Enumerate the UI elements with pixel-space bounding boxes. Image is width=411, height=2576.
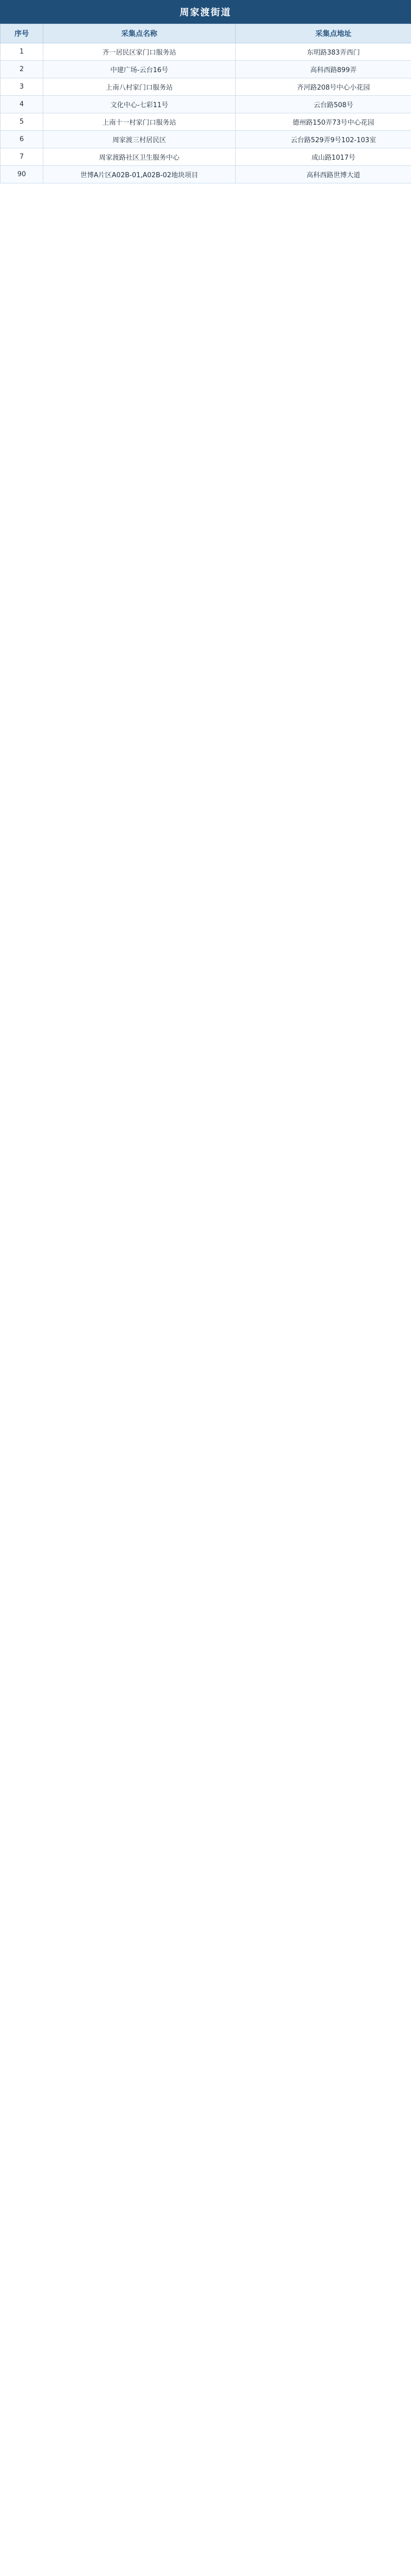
cell-name: 文化中心-七彩11号	[43, 96, 236, 113]
cell-name: 中建广场-云台16号	[43, 61, 236, 78]
cell-index: 3	[1, 78, 43, 96]
cell-index: 1	[1, 43, 43, 61]
cell-index: 6	[1, 131, 43, 148]
table-row	[1, 78, 411, 96]
table-head	[1, 24, 411, 43]
cell-address: 高科西路世博大道	[236, 166, 411, 183]
table-row	[1, 166, 411, 183]
cell-address: 云台路508号	[236, 96, 411, 113]
cell-name: 上南十一村家门口服务站	[43, 113, 236, 131]
table-row	[1, 131, 411, 148]
cell-address: 云台路529弄9号102-103室	[236, 131, 411, 148]
cell-address: 高科西路899弄	[236, 61, 411, 78]
table-row	[1, 96, 411, 113]
table-header-row	[1, 24, 411, 43]
cell-name: 周家渡三村居民区	[43, 131, 236, 148]
cell-index: 4	[1, 96, 43, 113]
cell-index: 7	[1, 148, 43, 166]
page	[0, 0, 411, 183]
page-title: 周家渡街道	[0, 0, 411, 24]
cell-name: 世博A片区A02B-01,A02B-02地块项目	[43, 166, 236, 183]
cell-address: 德州路150弄73号中心花园	[236, 113, 411, 131]
table-row	[1, 61, 411, 78]
cell-name: 周家渡路社区卫生服务中心	[43, 148, 236, 166]
cell-index: 90	[1, 166, 43, 183]
cell-name: 齐一居民区家门口服务站	[43, 43, 236, 61]
cell-name: 上南八村家门口服务站	[43, 78, 236, 96]
cell-address: 东明路383弄西门	[236, 43, 411, 61]
table-row	[1, 148, 411, 166]
cell-address: 齐河路208号中心小花园	[236, 78, 411, 96]
table-row	[1, 43, 411, 61]
table-body	[1, 43, 411, 183]
cell-index: 5	[1, 113, 43, 131]
sites-table	[0, 24, 411, 183]
cell-index: 2	[1, 61, 43, 78]
col-header-address: 采集点地址	[236, 24, 411, 43]
cell-address: 成山路1017号	[236, 148, 411, 166]
col-header-index: 序号	[1, 24, 43, 43]
table-row	[1, 113, 411, 131]
col-header-name: 采集点名称	[43, 24, 236, 43]
